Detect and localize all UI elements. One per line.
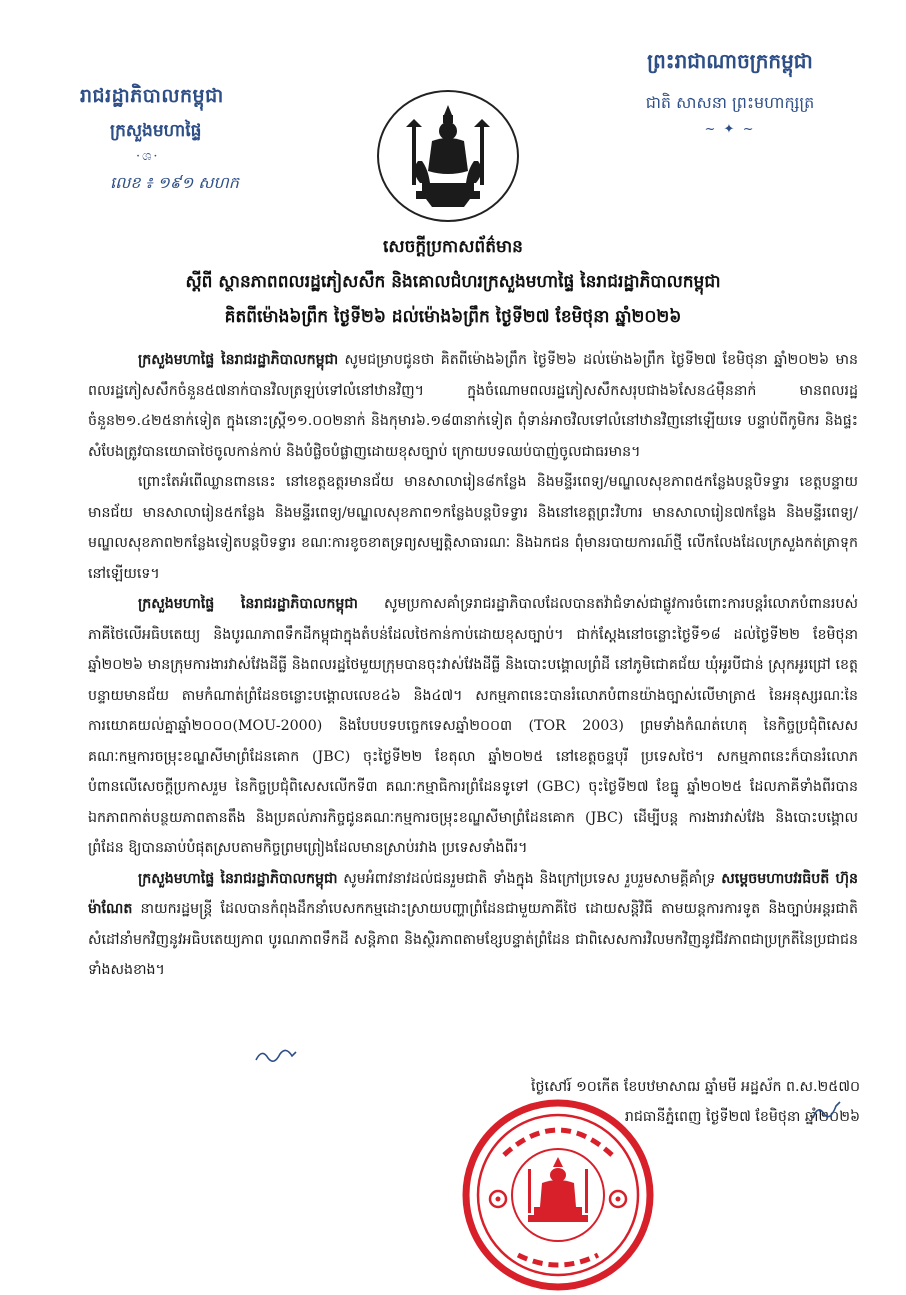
reference-number: លេខ ៖ ១៩១ សហក — [110, 173, 239, 192]
paragraph-4-text-before: សូមអំពាវនាវដល់ជនរួមជាតិ ទាំងក្នុង និងក្រៅប្រទេស រួបរួមសាមគ្គីគាំទ្រ — [337, 870, 722, 887]
paragraph-1-lead: ក្រសួងមហាផ្ទៃ នៃរាជរដ្ឋាភិបាលកម្ពុជា — [138, 352, 339, 368]
document-subject: ស្តីពី ស្ថានភាពពលរដ្ឋភៀសសឹក និងគោលជំហរក្រសួងមហាផ្ទៃ នៃរាជរដ្ឋាភិបាលកម្ពុជា — [185, 272, 721, 292]
header-right — [600, 48, 860, 137]
document-period: គិតពីម៉ោង៦ព្រឹក ថ្ងៃទី២៦ ដល់ម៉ោង៦ព្រឹក ថ្ងៃទី២៧ ខែមិថុនា ឆ្នាំ២០២៦ — [224, 307, 682, 327]
paragraph-4-lead: ក្រសួងមហាផ្ទៃ នៃរាជរដ្ឋាភិបាលកម្ពុជា — [138, 870, 338, 887]
document-body — [88, 345, 858, 986]
header-ornament: ·ශ· — [136, 149, 160, 164]
paragraph-4-leader-name: សម្តេចមហាបវរធិបតី ហ៊ុន ម៉ាណែត — [88, 870, 858, 917]
lunar-date: ថ្ងៃសៅរ៍ ១០កើត ខែបឋមាសាឍ ឆ្នាំមមី អដ្ឋស័ក ព.ស.២៥៧០ — [531, 1079, 860, 1095]
paragraph-2-text: ព្រោះតែអំពើឈ្លានពាននេះ នៅខេត្តឧត្តរមានជ័យ មានសាលារៀន៨កន្លែង និងមន្ទីរពេទ្យ/មណ្ឌលសុខភាព៥កន្លែងបន្តបិទទ្វារ ខេត្តបន្ទាយមានជ័យ មានសាលារៀន៥កន្លែង និងមន្ទីរពេទ្យ/មណ្ឌលសុខភាព១កន្លែងបន្តបិទទ្វារ និងនៅខេត្តព្រះវិហារ មានសាលារៀន៧កន្លែង និងមន្ទីរពេទ្យ/មណ្ឌលសុខភាព២កន្លែងទៀតបន្តបិទទ្វារ ខណៈការខូចខាតទ្រព្យសម្បត្តិសាធារណៈ និងឯកជន ពុំមានរបាយការណ៍ថ្មី លើកលែងដែលក្រសួងកត់ត្រាទុកនៅឡើយទេ។ — [88, 474, 858, 582]
paragraph-1-text: សូមជម្រាបជូនថា គិតពីម៉ោង៦ព្រឹក ថ្ងៃទី២៦ ដល់ម៉ោង៦ព្រឹក ថ្ងៃទី២៧ ខែមិថុនា ឆ្នាំ២០២៦ មានពលរដ្ឋភៀសសឹកចំនួន៥៧នាក់បានវិលត្រឡប់ទៅលំនៅឋានវិញ។ ក្នុងចំណោមពលរដ្ឋភៀសសឹកសរុបជាង៦សែន៤ម៉ឺននាក់ មានពលរដ្ឋចំនួន២១.៤២៥នាក់ទៀត ក្នុងនោះស្ត្រី១១.០០២នាក់ និងកុមារ៦.១៨៣នាក់ទៀត ពុំទាន់អាចវិលទៅលំនៅឋានវិញនៅឡើយទេ បន្ទាប់ពីកូមិករ និងផ្ទះសំបែងត្រូវបានយោធាថៃចូលកាន់កាប់ និងបំផ្លិចបំផ្លាញដោយខុសច្បាប់ ក្រោយបទឈប់បាញ់ចូលជាធរមាន។ — [88, 352, 858, 460]
document-title: សេចក្តីប្រកាសព័ត៌មាន — [383, 237, 523, 257]
paragraph-3-text: សូមប្រកាសគាំទ្ររាជរដ្ឋាភិបាលដែលបានតវ៉ាជំទាស់ជាផ្លូវការចំពោះការបន្តរំលោភបំពានរបស់ភាគីថៃលើអធិបតេយ្យ និងបូរណភាពទឹកដីកម្ពុជាក្នុងតំបន់ដែលថៃកាន់កាប់ដោយខុសច្បាប់។ ជាក់ស្តែងនៅចន្លោះថ្ងៃទី១៨ ដល់ថ្ងៃទី២២ ខែមិថុនា ឆ្នាំ២០២៦ មានក្រុមការងារវាស់វែងដីធ្លី និងពលរដ្ឋថៃមួយក្រុមបានចុះវាស់វែងដីធ្លី និងបោះបង្គោលព្រំដី នៅភូមិជោគជ័យ ឃុំអូរបីជាន់ ស្រុកអូរជ្រៅ ខេត្តបន្ទាយមានជ័យ តាមកំណាត់ព្រំដែនចន្លោះបង្គោលលេខ៤៦ និង៤៧។ សកម្មភាពនេះបានរំលោភបំពានយ៉ាងច្បាស់លើមាត្រា៥ នៃអនុស្សរណៈនៃការយោគយល់គ្នាឆ្នាំ២០០០(MOU-2000) និងបែបបទបច្ចេកទេសឆ្នាំ២០០៣ (TOR 2003) ព្រមទាំងកំណត់ហេតុ នៃកិច្ចប្រជុំពិសេសគណៈកម្មការចម្រុះខណ្ឌសីមាព្រំដែនគោក (JBC) ចុះថ្ងៃទី២២ ខែតុលា ឆ្នាំ២០២៥ នៅខេត្តចន្ទបុរី ប្រទេសថៃ។ សកម្មភាពនេះក៏បានរំលោភបំពានលើសេចក្តីប្រកាសរួម នៃកិច្ចប្រជុំពិសេសលើកទី៣ គណៈកម្មាធិការព្រំដែនទូទៅ (GBC) ចុះថ្ងៃទី២៧ ខែធ្នូ ឆ្នាំ២០២៥ ដែលភាគីទាំងពីរបានឯកភាពកាត់បន្ថយភាពតានតឹង និងប្រគល់ភារកិច្ចជូនគណៈកម្មការចម្រុះខណ្ឌសីមាព្រំដែនគោក (JBC) ដើម្បីបន្ត ការងារវាស់វែង និងបោះបង្គោលព្រំដែន ឱ្យបានឆាប់បំផុតស្របតាមកិច្ចព្រមព្រៀងដែលមានស្រាប់រវាង ប្រទេសទាំងពីរ។ — [88, 596, 858, 856]
national-motto: ជាតិ សាសនា ព្រះមហាក្សត្រ — [645, 93, 815, 112]
paragraph-1 — [88, 345, 858, 467]
initials-signature-icon — [252, 1044, 300, 1068]
initials-signature-icon — [810, 1098, 844, 1124]
kingdom-name: ព្រះរាជាណាចក្រកម្ពុជា — [647, 49, 813, 73]
motto-ornament: ~ ✦ ~ — [704, 122, 756, 137]
solar-date: រាជធានីភ្នំពេញ ថ្ងៃទី២៧ ខែមិថុនា ឆ្នាំ២០២៦ — [624, 1109, 860, 1125]
paragraph-3 — [88, 589, 858, 864]
government-name: រាជរដ្ឋាភិបាលកម្ពុជា — [80, 85, 224, 107]
paragraph-4 — [88, 864, 858, 986]
paragraph-4-text-after: នាយករដ្ឋមន្ត្រី ដែលបានកំពុងដឹកនាំបេសកកម្មដោះស្រាយបញ្ហាព្រំដែនជាមួយភាគីថៃ ដោយសន្តិវិធី តាមយន្តការការទូត និងច្បាប់អន្តរជាតិ សំដៅនាំមកវិញនូវអធិបតេយ្យភាព បូរណភាពទឹកដី សន្តិភាព និងស្ថិរភាពតាមខ្សែបន្ទាត់ព្រំដែន ជាពិសេសការវិលមកវិញនូវជីវភាពជាប្រក្រតីនៃប្រជាជនទាំងសងខាង។ — [88, 901, 858, 978]
paragraph-2 — [88, 467, 858, 589]
document-titles — [40, 236, 866, 331]
paragraph-3-lead: ក្រសួងមហាផ្ទៃ នៃរាជរដ្ឋាភិបាលកម្ពុជា — [138, 596, 358, 612]
ministry-name: ក្រសួងមហាផ្ទៃ — [110, 121, 202, 141]
official-seal-icon — [458, 1095, 658, 1295]
emblem-graphic — [398, 101, 498, 211]
royal-emblem-icon — [377, 90, 519, 222]
header-left — [80, 84, 300, 196]
